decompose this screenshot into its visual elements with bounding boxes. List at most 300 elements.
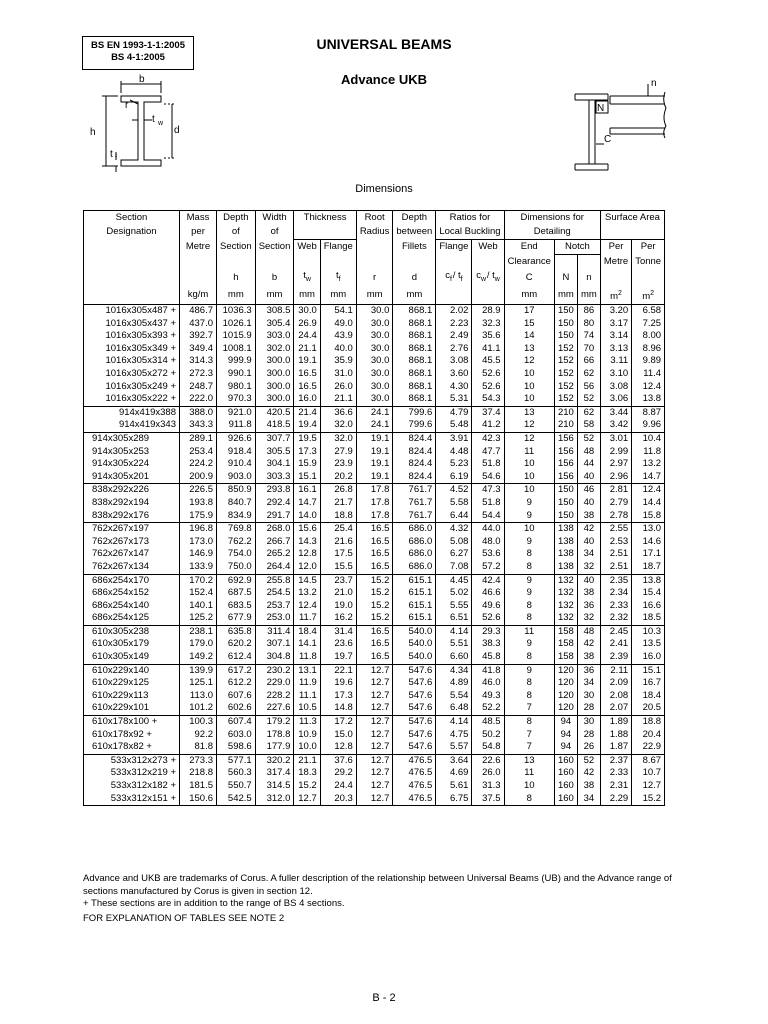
- table-cell: 12.0: [294, 561, 320, 574]
- table-cell: 9: [504, 497, 554, 510]
- unit-blank-3: [472, 287, 504, 305]
- table-cell: 38: [577, 651, 600, 664]
- table-cell: 4.30: [436, 381, 472, 394]
- table-cell: 868.1: [393, 381, 436, 394]
- table-cell: 54.1: [320, 305, 356, 318]
- table-cell: 48: [577, 625, 600, 638]
- table-cell: 540.0: [393, 638, 436, 651]
- unit-C: mm: [504, 287, 554, 305]
- table-cell: 35.9: [320, 355, 356, 368]
- dimensions-heading: Dimensions: [355, 183, 413, 195]
- table-row: [84, 343, 665, 356]
- table-cell: 2.11: [600, 664, 631, 677]
- table-cell: 8: [504, 600, 554, 613]
- table-cell: 19.0: [320, 600, 356, 613]
- table-cell: 2.23: [436, 318, 472, 331]
- table-cell: 1.87: [600, 741, 631, 754]
- table-cell: 14.4: [632, 497, 665, 510]
- table-cell: 683.5: [217, 600, 256, 613]
- table-cell: 52.2: [472, 702, 504, 715]
- table-cell: 36: [577, 664, 600, 677]
- table-cell: 15.2: [356, 600, 393, 613]
- table-cell: 8: [504, 612, 554, 625]
- table-cell: 14.7: [632, 471, 665, 484]
- table-cell: 3.91: [436, 432, 472, 445]
- table-cell: 42.4: [472, 574, 504, 587]
- table-cell: 25.4: [320, 523, 356, 536]
- section-designation: 533x312x151 +: [84, 793, 180, 806]
- label-b: b: [139, 74, 145, 85]
- table-cell: 210: [554, 406, 577, 419]
- table-cell: 2.41: [600, 638, 631, 651]
- table-cell: 38: [577, 780, 600, 793]
- table-cell: 547.6: [393, 677, 436, 690]
- table-cell: 170.2: [180, 574, 217, 587]
- table-cell: 9: [504, 638, 554, 651]
- unit-per-metre: $m^2$: [600, 287, 631, 305]
- table-cell: 37.4: [472, 406, 504, 419]
- table-cell: 125.1: [180, 677, 217, 690]
- unit-blank-2: [436, 287, 472, 305]
- table-row: [84, 561, 665, 574]
- table-cell: 824.4: [393, 432, 436, 445]
- table-cell: 26.9: [294, 318, 320, 331]
- table-cell: 692.9: [217, 574, 256, 587]
- table-cell: 11.8: [294, 651, 320, 664]
- table-cell: 620.2: [217, 638, 256, 651]
- table-cell: 18.3: [294, 767, 320, 780]
- label-C: C: [604, 134, 612, 145]
- table-cell: 12.8: [320, 741, 356, 754]
- table-cell: 5.54: [436, 690, 472, 703]
- table-cell: 52: [577, 754, 600, 767]
- table-cell: 15.1: [294, 471, 320, 484]
- table-row: [84, 305, 665, 318]
- table-cell: 150.6: [180, 793, 217, 806]
- table-cell: 11.7: [294, 612, 320, 625]
- table-cell: 20.5: [632, 702, 665, 715]
- table-cell: 12.4: [632, 381, 665, 394]
- table-cell: 13.8: [632, 574, 665, 587]
- table-cell: 156: [554, 446, 577, 459]
- table-cell: 16.5: [356, 625, 393, 638]
- table-cell: 24.4: [320, 780, 356, 793]
- label-h: h: [90, 127, 96, 138]
- table-row: [84, 574, 665, 587]
- table-cell: 18.8: [632, 716, 665, 729]
- table-cell: 311.4: [255, 625, 294, 638]
- table-cell: 34: [577, 793, 600, 806]
- table-cell: 4.45: [436, 574, 472, 587]
- table-cell: 1015.9: [217, 330, 256, 343]
- table-cell: 101.2: [180, 702, 217, 715]
- table-cell: 14: [504, 330, 554, 343]
- unit-b: mm: [255, 287, 294, 305]
- section-designation: 914x419x343: [84, 419, 180, 432]
- table-cell: 120: [554, 702, 577, 715]
- table-row: [84, 754, 665, 767]
- table-row: [84, 793, 665, 806]
- hdr-blank-4b: [180, 255, 217, 270]
- table-cell: 547.6: [393, 690, 436, 703]
- table-cell: 686.0: [393, 561, 436, 574]
- table-cell: 36: [577, 600, 600, 613]
- table-cell: 598.6: [217, 741, 256, 754]
- table-cell: 769.8: [217, 523, 256, 536]
- table-cell: 17: [504, 305, 554, 318]
- label-n: n: [651, 78, 657, 89]
- table-row: [84, 767, 665, 780]
- section-designation: 533x312x219 +: [84, 767, 180, 780]
- table-cell: 476.5: [393, 754, 436, 767]
- sym-N: N: [554, 269, 577, 287]
- table-cell: 4.79: [436, 406, 472, 419]
- table-cell: 615.1: [393, 600, 436, 613]
- table-cell: 19.6: [320, 677, 356, 690]
- table-cell: 1036.3: [217, 305, 256, 318]
- table-cell: 30.0: [356, 305, 393, 318]
- table-cell: 16.5: [294, 368, 320, 381]
- label-N: N: [597, 103, 605, 114]
- hdr-depth-between: Depth: [393, 211, 436, 226]
- section-designation: 686x254x140: [84, 600, 180, 613]
- table-cell: 761.7: [393, 510, 436, 523]
- table-cell: 305.4: [255, 318, 294, 331]
- table-cell: 156: [554, 432, 577, 445]
- table-cell: 750.0: [217, 561, 256, 574]
- table-cell: 799.6: [393, 406, 436, 419]
- table-row: [84, 368, 665, 381]
- table-cell: 911.8: [217, 419, 256, 432]
- table-cell: 238.1: [180, 625, 217, 638]
- table-cell: 615.1: [393, 574, 436, 587]
- table-cell: 48.5: [472, 716, 504, 729]
- table-cell: 2.78: [600, 510, 631, 523]
- table-row: [84, 548, 665, 561]
- table-cell: 307.1: [255, 638, 294, 651]
- table-cell: 547.6: [393, 729, 436, 742]
- table-cell: 19.1: [356, 432, 393, 445]
- table-cell: 150: [554, 484, 577, 497]
- table-cell: 40.0: [320, 343, 356, 356]
- section-designation: 610x305x179: [84, 638, 180, 651]
- table-cell: 292.4: [255, 497, 294, 510]
- table-cell: 8: [504, 651, 554, 664]
- table-cell: 2.02: [436, 305, 472, 318]
- table-cell: 4.69: [436, 767, 472, 780]
- section-designation: 838x292x176: [84, 510, 180, 523]
- table-cell: 343.3: [180, 419, 217, 432]
- table-cell: 272.3: [180, 368, 217, 381]
- section-designation: 610x229x125: [84, 677, 180, 690]
- table-cell: 300.0: [255, 393, 294, 406]
- table-cell: 824.4: [393, 446, 436, 459]
- table-cell: 918.4: [217, 446, 256, 459]
- table-cell: 41.1: [472, 343, 504, 356]
- table-header: [84, 211, 665, 305]
- unit-r: mm: [356, 287, 393, 305]
- table-cell: 19.1: [356, 471, 393, 484]
- table-cell: 1.88: [600, 729, 631, 742]
- table-row: [84, 625, 665, 638]
- hdr-blank-4e: [294, 255, 320, 270]
- table-cell: 910.4: [217, 458, 256, 471]
- table-cell: 29.3: [472, 625, 504, 638]
- table-cell: 7: [504, 702, 554, 715]
- table-cell: 51.8: [472, 497, 504, 510]
- table-cell: 22.6: [472, 754, 504, 767]
- hdr-ratios: Ratios for: [436, 211, 504, 226]
- table-cell: 15.4: [632, 587, 665, 600]
- table-cell: 31.0: [320, 368, 356, 381]
- table-cell: 54.8: [472, 741, 504, 754]
- table-cell: 193.8: [180, 497, 217, 510]
- section-designation: 610x305x238: [84, 625, 180, 638]
- table-cell: 160: [554, 767, 577, 780]
- hdr-detailing-2: Detailing: [504, 225, 600, 240]
- table-cell: 18.4: [632, 690, 665, 703]
- table-cell: 57.2: [472, 561, 504, 574]
- table-cell: 224.2: [180, 458, 217, 471]
- table-cell: 132: [554, 587, 577, 600]
- table-cell: 635.8: [217, 625, 256, 638]
- table-cell: 349.4: [180, 343, 217, 356]
- table-cell: 15: [504, 318, 554, 331]
- table-cell: 868.1: [393, 318, 436, 331]
- table-cell: 6.58: [632, 305, 665, 318]
- table-cell: 42: [577, 523, 600, 536]
- table-cell: 921.0: [217, 406, 256, 419]
- table-cell: 248.7: [180, 381, 217, 394]
- table-cell: 47.7: [472, 446, 504, 459]
- table-cell: 300.0: [255, 355, 294, 368]
- table-cell: 196.8: [180, 523, 217, 536]
- table-cell: 16.5: [356, 561, 393, 574]
- table-cell: 10: [504, 484, 554, 497]
- table-cell: 4.34: [436, 664, 472, 677]
- standard-line-1: BS EN 1993-1-1:2005: [91, 40, 185, 51]
- label-tw-sub: w: [158, 120, 164, 127]
- table-cell: 14.8: [320, 702, 356, 715]
- table-cell: 38: [577, 587, 600, 600]
- table-cell: 50.2: [472, 729, 504, 742]
- table-cell: 178.8: [255, 729, 294, 742]
- table-row: [84, 355, 665, 368]
- table-cell: 5.51: [436, 638, 472, 651]
- hdr-clearance: Clearance: [504, 255, 554, 270]
- table-cell: 19.1: [356, 446, 393, 459]
- sym-tw: $t_w$: [294, 269, 320, 287]
- table-cell: 314.5: [255, 780, 294, 793]
- table-cell: 52.6: [472, 368, 504, 381]
- table-cell: 304.8: [255, 651, 294, 664]
- sym-cw-tw: $c_w$ / $t_w$: [472, 269, 504, 287]
- table-cell: 13: [504, 406, 554, 419]
- table-cell: 11: [504, 446, 554, 459]
- table-cell: 19.1: [356, 458, 393, 471]
- table-cell: 152.4: [180, 587, 217, 600]
- table-cell: 615.1: [393, 587, 436, 600]
- table-cell: 12: [504, 419, 554, 432]
- table-cell: 16.5: [356, 548, 393, 561]
- table-cell: 15.2: [294, 780, 320, 793]
- table-cell: 150: [554, 318, 577, 331]
- table-cell: 476.5: [393, 780, 436, 793]
- table-cell: 14.0: [294, 510, 320, 523]
- table-cell: 15.6: [294, 523, 320, 536]
- table-cell: 16.2: [320, 612, 356, 625]
- table-cell: 824.4: [393, 458, 436, 471]
- table-cell: 156: [554, 458, 577, 471]
- table-row: [84, 780, 665, 793]
- table-cell: 2.09: [600, 677, 631, 690]
- table-cell: 2.31: [600, 780, 631, 793]
- table-cell: 2.55: [600, 523, 631, 536]
- table-cell: 1026.1: [217, 318, 256, 331]
- table-cell: 12: [504, 432, 554, 445]
- table-cell: 840.7: [217, 497, 256, 510]
- table-cell: 13.2: [294, 587, 320, 600]
- table-cell: 8.87: [632, 406, 665, 419]
- table-row: [84, 741, 665, 754]
- table-cell: 16.0: [294, 393, 320, 406]
- table-cell: 834.9: [217, 510, 256, 523]
- table-cell: 100.3: [180, 716, 217, 729]
- table-cell: 8: [504, 561, 554, 574]
- table-cell: 13: [504, 754, 554, 767]
- table-cell: 133.9: [180, 561, 217, 574]
- hdr-detailing: Dimensions for: [504, 211, 600, 226]
- table-cell: 16.7: [632, 677, 665, 690]
- table-cell: 2.51: [600, 548, 631, 561]
- sym-tf: $t_f$: [320, 269, 356, 287]
- table-cell: 36.6: [320, 406, 356, 419]
- table-cell: 761.7: [393, 484, 436, 497]
- table-cell: 476.5: [393, 793, 436, 806]
- table-cell: 12.7: [356, 780, 393, 793]
- table-cell: 2.34: [600, 587, 631, 600]
- table-cell: 42.3: [472, 432, 504, 445]
- table-cell: 10.0: [294, 741, 320, 754]
- table-cell: 10.9: [294, 729, 320, 742]
- table-cell: 5.57: [436, 741, 472, 754]
- table-cell: 26.8: [320, 484, 356, 497]
- table-cell: 81.8: [180, 741, 217, 754]
- page-number: B - 2: [372, 992, 396, 1004]
- sym-h: h: [217, 269, 256, 287]
- table-cell: 138: [554, 523, 577, 536]
- table-cell: 307.7: [255, 432, 294, 445]
- table-row: [84, 510, 665, 523]
- hdr-blank-4h: [393, 255, 436, 270]
- hdr-blank-5b: [180, 269, 217, 287]
- table-cell: 138: [554, 561, 577, 574]
- table-cell: 5.48: [436, 419, 472, 432]
- table-cell: 3.42: [600, 419, 631, 432]
- table-cell: 2.32: [600, 612, 631, 625]
- table-cell: 2.81: [600, 484, 631, 497]
- table-cell: 19.1: [294, 355, 320, 368]
- table-cell: 13.0: [632, 523, 665, 536]
- table-cell: 2.97: [600, 458, 631, 471]
- hdr-blank-sa: [600, 225, 664, 240]
- table-cell: 3.06: [600, 393, 631, 406]
- table-cell: 308.5: [255, 305, 294, 318]
- table-cell: 254.5: [255, 587, 294, 600]
- table-cell: 22.1: [320, 664, 356, 677]
- table-cell: 6.19: [436, 471, 472, 484]
- table-cell: 476.5: [393, 767, 436, 780]
- table-cell: 23.9: [320, 458, 356, 471]
- hdr-blank-5a: [84, 269, 180, 287]
- sym-cf-tf: $c_f$ / $t_f$: [436, 269, 472, 287]
- table-cell: 317.4: [255, 767, 294, 780]
- table-cell: 70: [577, 343, 600, 356]
- table-cell: 540.0: [393, 651, 436, 664]
- table-cell: 15.2: [356, 587, 393, 600]
- hdr-between: between: [393, 225, 436, 240]
- table-cell: 754.0: [217, 548, 256, 561]
- hdr-blank-4d: [255, 255, 294, 270]
- table-cell: 32.3: [472, 318, 504, 331]
- table-cell: 14.7: [294, 497, 320, 510]
- table-cell: 45.5: [472, 355, 504, 368]
- table-cell: 607.6: [217, 690, 256, 703]
- hdr-depth: Depth: [217, 211, 256, 226]
- table-cell: 20.2: [320, 471, 356, 484]
- table-cell: 7: [504, 729, 554, 742]
- hdr-metre: Metre: [180, 240, 217, 255]
- table-cell: 12.7: [356, 664, 393, 677]
- table-cell: 547.6: [393, 716, 436, 729]
- label-tf-sub: f: [115, 155, 117, 162]
- section-designation: 610x178x100 +: [84, 716, 180, 729]
- label-r: r: [125, 100, 129, 111]
- table-cell: 547.6: [393, 664, 436, 677]
- table-cell: 602.6: [217, 702, 256, 715]
- unit-h: mm: [217, 287, 256, 305]
- section-designation: 1016x305x249 +: [84, 381, 180, 394]
- table-cell: 46.6: [472, 587, 504, 600]
- table-cell: 26.0: [472, 767, 504, 780]
- section-designation: 686x254x125: [84, 612, 180, 625]
- table-cell: 2.37: [600, 754, 631, 767]
- section-designation: 1016x305x349 +: [84, 343, 180, 356]
- table-cell: 3.11: [600, 355, 631, 368]
- table-cell: 10: [504, 458, 554, 471]
- hdr-ratio-flange: Flange: [436, 240, 472, 255]
- table-cell: 62: [577, 406, 600, 419]
- table-cell: 253.4: [180, 446, 217, 459]
- label-tf: t: [110, 149, 113, 160]
- unit-blank: [84, 287, 180, 305]
- table-cell: 132: [554, 574, 577, 587]
- table-cell: 293.8: [255, 484, 294, 497]
- section-designation: 1016x305x222 +: [84, 393, 180, 406]
- table-cell: 5.61: [436, 780, 472, 793]
- section-designation: 914x305x201: [84, 471, 180, 484]
- table-cell: 140.1: [180, 600, 217, 613]
- table-cell: 2.99: [600, 446, 631, 459]
- table-cell: 52.6: [472, 612, 504, 625]
- table-cell: 3.60: [436, 368, 472, 381]
- sym-n: n: [577, 269, 600, 287]
- table-cell: 11.1: [294, 690, 320, 703]
- table-cell: 92.2: [180, 729, 217, 742]
- table-cell: 138: [554, 548, 577, 561]
- table-cell: 62: [577, 368, 600, 381]
- table-cell: 2.39: [600, 651, 631, 664]
